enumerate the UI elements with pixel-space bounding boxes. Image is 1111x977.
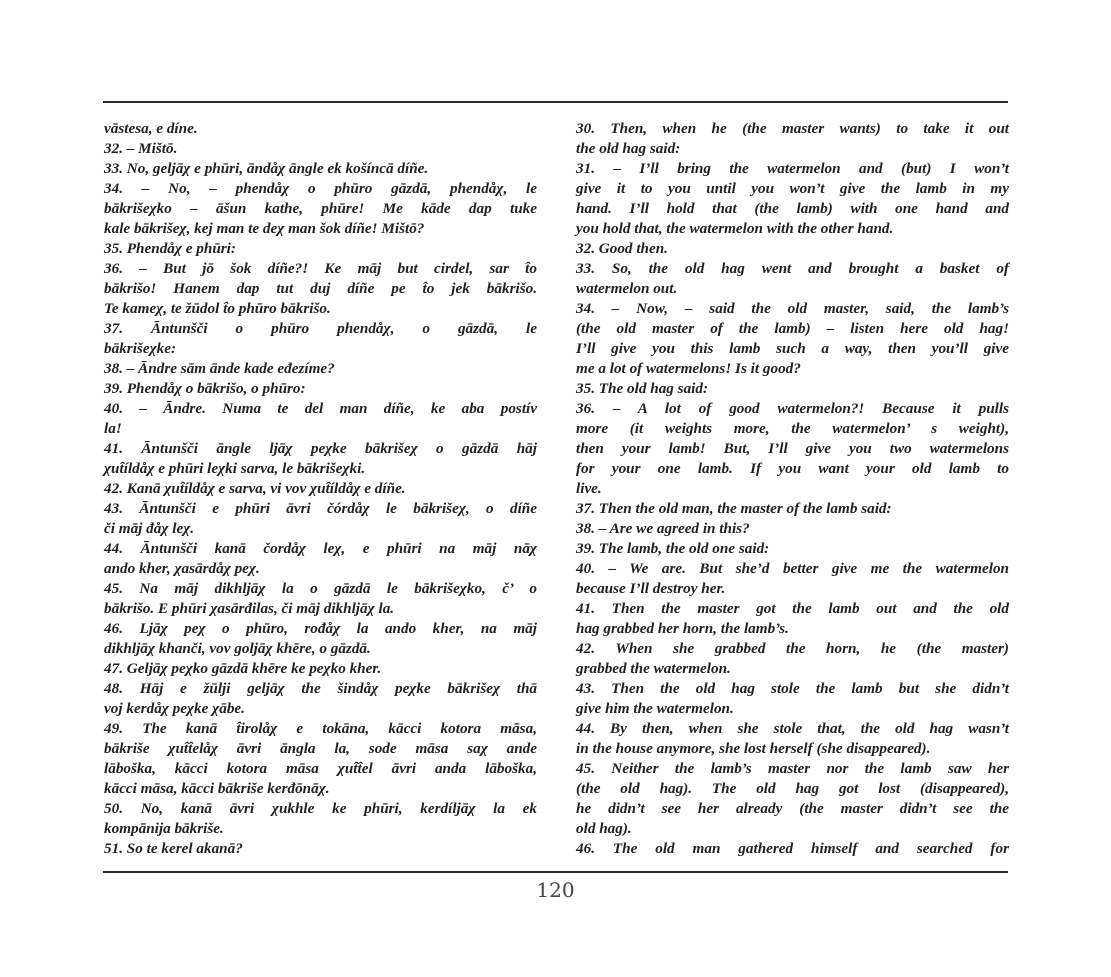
text-line: 39. The lamb, the old one said: [576, 540, 770, 557]
text-line: 44. By then, when she stole that, the old hag wasn’t [576, 720, 1009, 737]
text-line: 36. – But jō šok díñe?! Ke māj but cirdel, sar t̂o [104, 260, 537, 277]
text-line: 50. No, kanā āvri χukhle ke phūri, kerdíljāχ la ek [104, 800, 537, 817]
text-line: kale bākrišeχ, kej man te deχ man šok díñe! Mištō? [104, 220, 425, 237]
text-line: 43. Then the old hag stole the lamb but she didn’t [576, 680, 1009, 697]
text-line: 49. The kanā t̂irolåχ e tokāna, kācci kotora māsa, [104, 720, 537, 737]
text-line: (the old master of the lamb) – listen here old hag! [576, 320, 1009, 337]
text-line: 45. Na māj dikhljāχ la o gāzdā le bākrišeχko, č’ o [104, 580, 537, 597]
text-line: bākrišo. E phūri χasārđilas, či māj dikhljāχ la. [104, 600, 395, 617]
text-line: 37. Āntunšči o phūro phendåχ, o gāzdā, le [104, 320, 537, 337]
text-line: 35. Phendåχ e phūri: [104, 240, 236, 257]
text-line: because I’ll destroy her. [576, 580, 726, 597]
text-line: 46. Ljāχ peχ o phūro, rođåχ la ando kher, na māj [104, 620, 537, 637]
text-line: me a lot of watermelons! Is it good? [576, 360, 801, 377]
text-line: the old hag said: [576, 140, 681, 157]
text-line: give it to you until you won’t give the lamb in my [576, 180, 1009, 197]
text-line: more (it weights more, the watermelon’ s weight), [576, 420, 1009, 437]
text-line: 51. So te kerel akanā? [104, 840, 243, 857]
text-line: 36. – A lot of good watermelon?! Because it pulls [576, 400, 1009, 417]
text-line: 31. – I’ll bring the watermelon and (but) I won’t [576, 160, 1009, 177]
text-line: 30. Then, when he (the master wants) to take it out [576, 120, 1009, 137]
text-line: bākriše χut̂t̂elåχ āvri āngla la, sode māsa saχ ande [104, 740, 537, 757]
left-column-romani-text [104, 119, 537, 859]
text-line: you hold that, the watermelon with the other hand. [576, 220, 894, 237]
text-line: 43. Āntunšči e phūri āvri čórdåχ le bākrišeχ, o díñe [104, 500, 537, 517]
text-line: live. [576, 480, 602, 497]
text-line: 48. Hāj e žūlji geljāχ the šindåχ peχke bākrišeχ thā [104, 680, 537, 697]
text-line: Te kameχ, te žūdol t̂o phūro bākrišo. [104, 300, 331, 317]
text-line: dikhljāχ khanči, vov goljāχ khēre, o gāzdā. [104, 640, 371, 657]
text-line: χut̂íldåχ e phūri leχki sarva, le bākrišeχki. [104, 460, 366, 477]
text-line: 41. Āntunšči āngle ljāχ peχke bākrišeχ o gāzdā hāj [104, 440, 537, 457]
text-line: 32. – Mištō. [104, 140, 178, 157]
text-line: 42. Kanā χut̂íldåχ e sarva, vi vov χut̂íldåχ e díñe. [104, 480, 406, 497]
text-line: bākrišeχke: [104, 340, 177, 357]
text-line: 44. Āntunšči kanā čordåχ leχ, e phūri na māj nāχ [104, 540, 537, 557]
text-line: give him the watermelon. [576, 700, 734, 717]
text-line: 40. – Āndre. Numa te del man díñe, ke aba postív [104, 400, 537, 417]
text-line: voj kerdåχ peχke χābe. [104, 700, 245, 717]
text-line: 35. The old hag said: [576, 380, 709, 397]
text-line: 47. Geljāχ peχko gāzdā khēre ke peχko kher. [104, 660, 382, 677]
page-number: 120 [536, 878, 575, 902]
text-line: bākrišo! Hanem dap tut duj díñe pe t̂o jek bākrišo. [104, 280, 537, 297]
text-line: 33. No, geljāχ e phūri, āndåχ āngle ek košíncā díñe. [104, 160, 429, 177]
text-line: 41. Then the master got the lamb out and the old [576, 600, 1009, 617]
text-line: 33. So, the old hag went and brought a basket of [576, 260, 1009, 277]
text-line: vāstesa, e díne. [104, 120, 198, 137]
text-line: kācci māsa, kācci bākriše kerđōnāχ. [104, 780, 330, 797]
text-line: 38. – Āndre sām ānde kade eđezíme? [104, 360, 335, 377]
text-line: 34. – No, – phendåχ o phūro gāzdā, phendåχ, le [104, 180, 537, 197]
text-line: then your lamb! But, I’ll give you two watermelons [576, 440, 1009, 457]
right-column-english-translation [576, 119, 1009, 859]
text-line: 32. Good then. [576, 240, 668, 257]
bottom-rule [103, 871, 1008, 873]
text-line: I’ll give you this lamb such a way, then you’ll give [576, 340, 1009, 357]
text-line: ando kher, χasārdåχ peχ. [104, 560, 260, 577]
text-line: hand. I’ll hold that (the lamb) with one hand and [576, 200, 1009, 217]
text-line: lāboška, kācci kotora māsa χut̂t̂el āvri anda lāboška, [104, 760, 537, 777]
text-line: 37. Then the old man, the master of the lamb said: [576, 500, 892, 517]
text-line: grabbed the watermelon. [576, 660, 731, 677]
text-line: 40. – We are. But she’d better give me the watermelon [576, 560, 1009, 577]
text-line: 34. – Now, – said the old master, said, the lamb’s [576, 300, 1009, 317]
text-line: kompānija bākriše. [104, 820, 224, 837]
text-line: či māj đåχ leχ. [104, 520, 195, 537]
text-line: (the old hag). The old hag got lost (disappeared), [576, 780, 1009, 797]
text-line: 46. The old man gathered himself and searched for [576, 840, 1009, 857]
text-line: 38. – Are we agreed in this? [576, 520, 750, 537]
text-line: for your one lamb. If you want your old lamb to [576, 460, 1009, 477]
top-rule [103, 101, 1008, 103]
text-line: la! [104, 420, 122, 437]
text-line: in the house anymore, she lost herself (she disappeared). [576, 740, 931, 757]
text-line: hag grabbed her horn, the lamb’s. [576, 620, 789, 637]
text-line: old hag). [576, 820, 632, 837]
text-line: 45. Neither the lamb’s master nor the lamb saw her [576, 760, 1009, 777]
text-line: he didn’t see her already (the master didn’t see the [576, 800, 1009, 817]
text-line: bākrišeχko – āšun kathe, phūre! Me kāde dap tuke [104, 200, 537, 217]
text-line: watermelon out. [576, 280, 678, 297]
text-line: 39. Phendåχ o bākrišo, o phūro: [104, 380, 306, 397]
text-line: 42. When she grabbed the horn, he (the master) [576, 640, 1009, 657]
